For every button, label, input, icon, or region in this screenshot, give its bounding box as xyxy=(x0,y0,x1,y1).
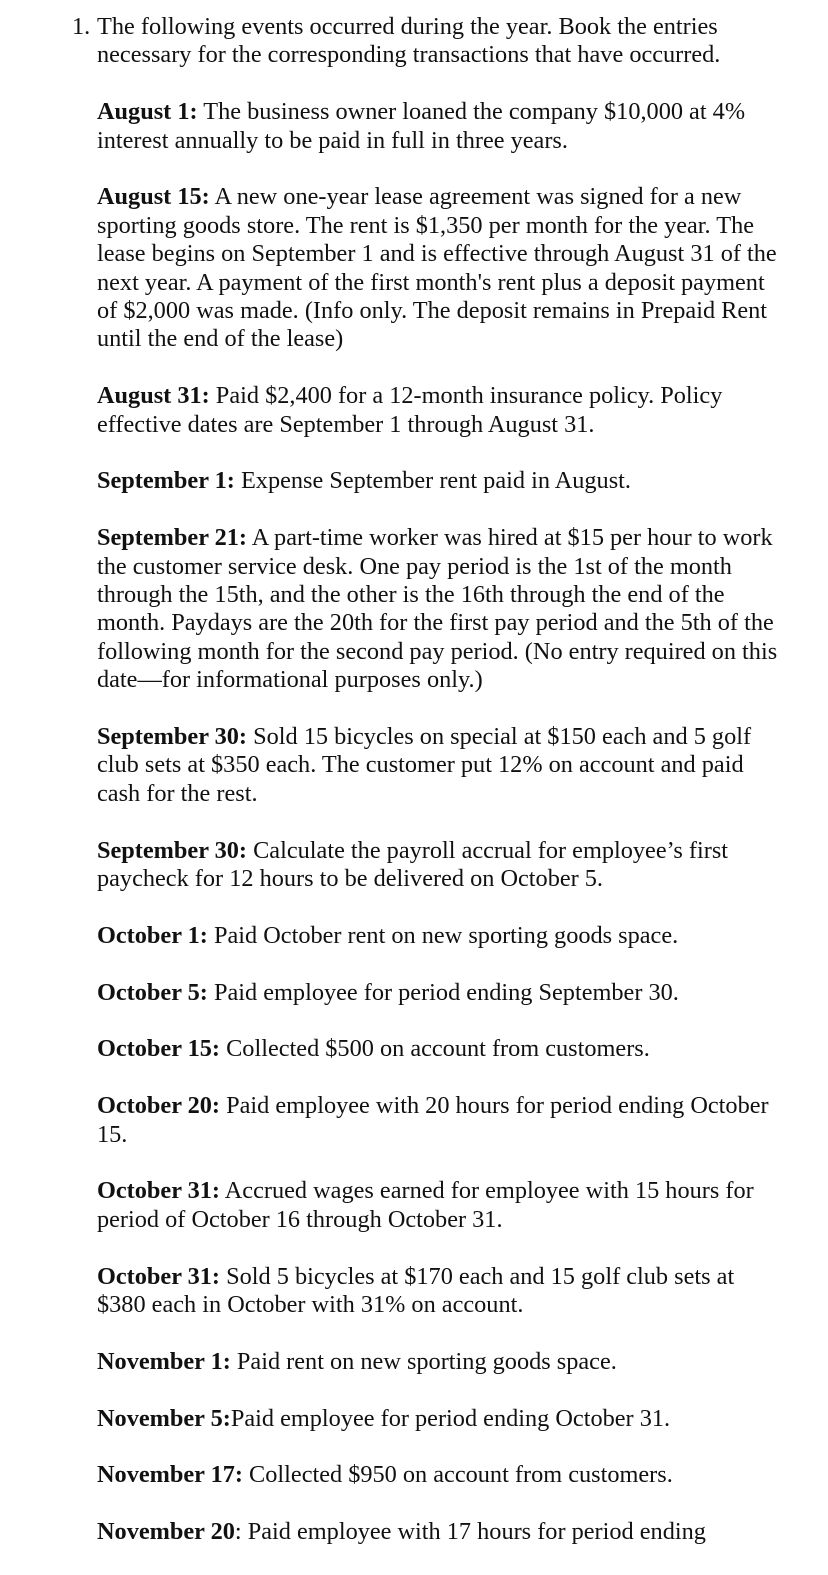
event-october-20 xyxy=(0,1092,828,1149)
event-date: September 30: xyxy=(97,836,248,864)
event-november-1 xyxy=(0,1348,828,1376)
event-date: October 1: xyxy=(97,921,208,949)
event-date: August 31: xyxy=(97,382,210,410)
problem-intro xyxy=(0,13,828,70)
event-date: November 20 xyxy=(97,1518,235,1546)
event-text: A new one-year lease agreement was signed for a new sporting goods store. The rent is $1,350 per month for the year. The lease begins on September 1 and is effective through August 31 of the next year. A payment of the first month's rent plus a deposit payment of $2,000 was made. (Info only. The deposit remains in Prepaid Rent until the end of the lease) xyxy=(97,183,777,353)
problem-intro-text: The following events occurred during the year. Book the entries necessary for the corresponding transactions that have occurred. xyxy=(97,13,721,69)
event-october-1 xyxy=(0,922,828,950)
event-text: The business owner loaned the company $10,000 at 4% interest annually to be paid in full in three years. xyxy=(97,98,746,154)
event-october-31-wages xyxy=(0,1177,828,1234)
event-text: Paid $2,400 for a 12-month insurance policy. Policy effective dates are September 1 through August 31. xyxy=(97,382,723,438)
event-september-30-sales xyxy=(0,723,828,808)
event-text: Calculate the payroll accrual for employee’s first paycheck for 12 hours to be delivered on October 5. xyxy=(97,836,729,893)
event-text: Paid rent on new sporting goods space. xyxy=(230,1347,617,1375)
event-october-5 xyxy=(0,979,828,1007)
event-date: November 5: xyxy=(97,1404,231,1432)
event-text: : Paid employee with 17 hours for period ending xyxy=(234,1518,706,1546)
event-august-31 xyxy=(0,382,828,439)
event-text: Accrued wages earned for employee with 15 hours for period of October 16 through October 31. xyxy=(97,1177,754,1233)
event-date: November 17: xyxy=(97,1461,243,1489)
event-text: Collected $950 on account from customers. xyxy=(242,1461,673,1489)
event-november-17 xyxy=(0,1461,828,1489)
event-date: September 1: xyxy=(97,467,235,495)
event-text: Sold 15 bicycles on special at $150 each and 5 golf club sets at $350 each. The customer put 12% on account and paid cash for the rest. xyxy=(97,723,752,807)
event-date: September 30: xyxy=(97,723,248,751)
event-november-5 xyxy=(0,1405,828,1433)
event-text: Paid employee with 20 hours for period ending October 15. xyxy=(97,1092,769,1148)
event-text: Expense September rent paid in August. xyxy=(234,467,631,495)
event-text: Paid employee for period ending September 30. xyxy=(207,978,679,1006)
event-date: October 15: xyxy=(97,1035,221,1063)
event-text: Sold 5 bicycles at $170 each and 15 golf club sets at $380 each in October with 31% on account. xyxy=(97,1262,735,1319)
event-august-1 xyxy=(0,98,828,155)
event-text: Paid employee for period ending October 31. xyxy=(230,1404,671,1432)
event-date: October 31: xyxy=(97,1262,221,1290)
event-date: October 31: xyxy=(97,1177,221,1205)
event-november-20 xyxy=(0,1518,828,1546)
event-date: August 15: xyxy=(97,183,210,211)
event-text: A part-time worker was hired at $15 per hour to work the customer service desk. One pay period is the 1st of the month through the 15th, and the other is the 16th through the end of the month. Paydays are the 20th for the first pay period and the 5th of the following month for the second pay period. (No entry required on this date—for informational purposes only.) xyxy=(97,524,778,694)
event-text: Collected $500 on account from customers. xyxy=(220,1035,650,1063)
problem-number: 1. xyxy=(72,13,91,40)
event-date: October 20: xyxy=(97,1092,221,1120)
event-date: September 21: xyxy=(97,524,248,552)
event-date: November 1: xyxy=(97,1347,231,1375)
event-october-15 xyxy=(0,1035,828,1063)
event-text: Paid October rent on new sporting goods space. xyxy=(207,921,679,949)
event-october-31-sales xyxy=(0,1263,828,1320)
problem-1 xyxy=(0,13,828,1547)
event-august-15 xyxy=(0,183,828,353)
event-september-1 xyxy=(0,467,828,495)
event-september-21 xyxy=(0,524,828,694)
event-september-30-payroll xyxy=(0,837,828,894)
event-date: August 1: xyxy=(97,98,198,126)
event-date: October 5: xyxy=(97,978,208,1006)
